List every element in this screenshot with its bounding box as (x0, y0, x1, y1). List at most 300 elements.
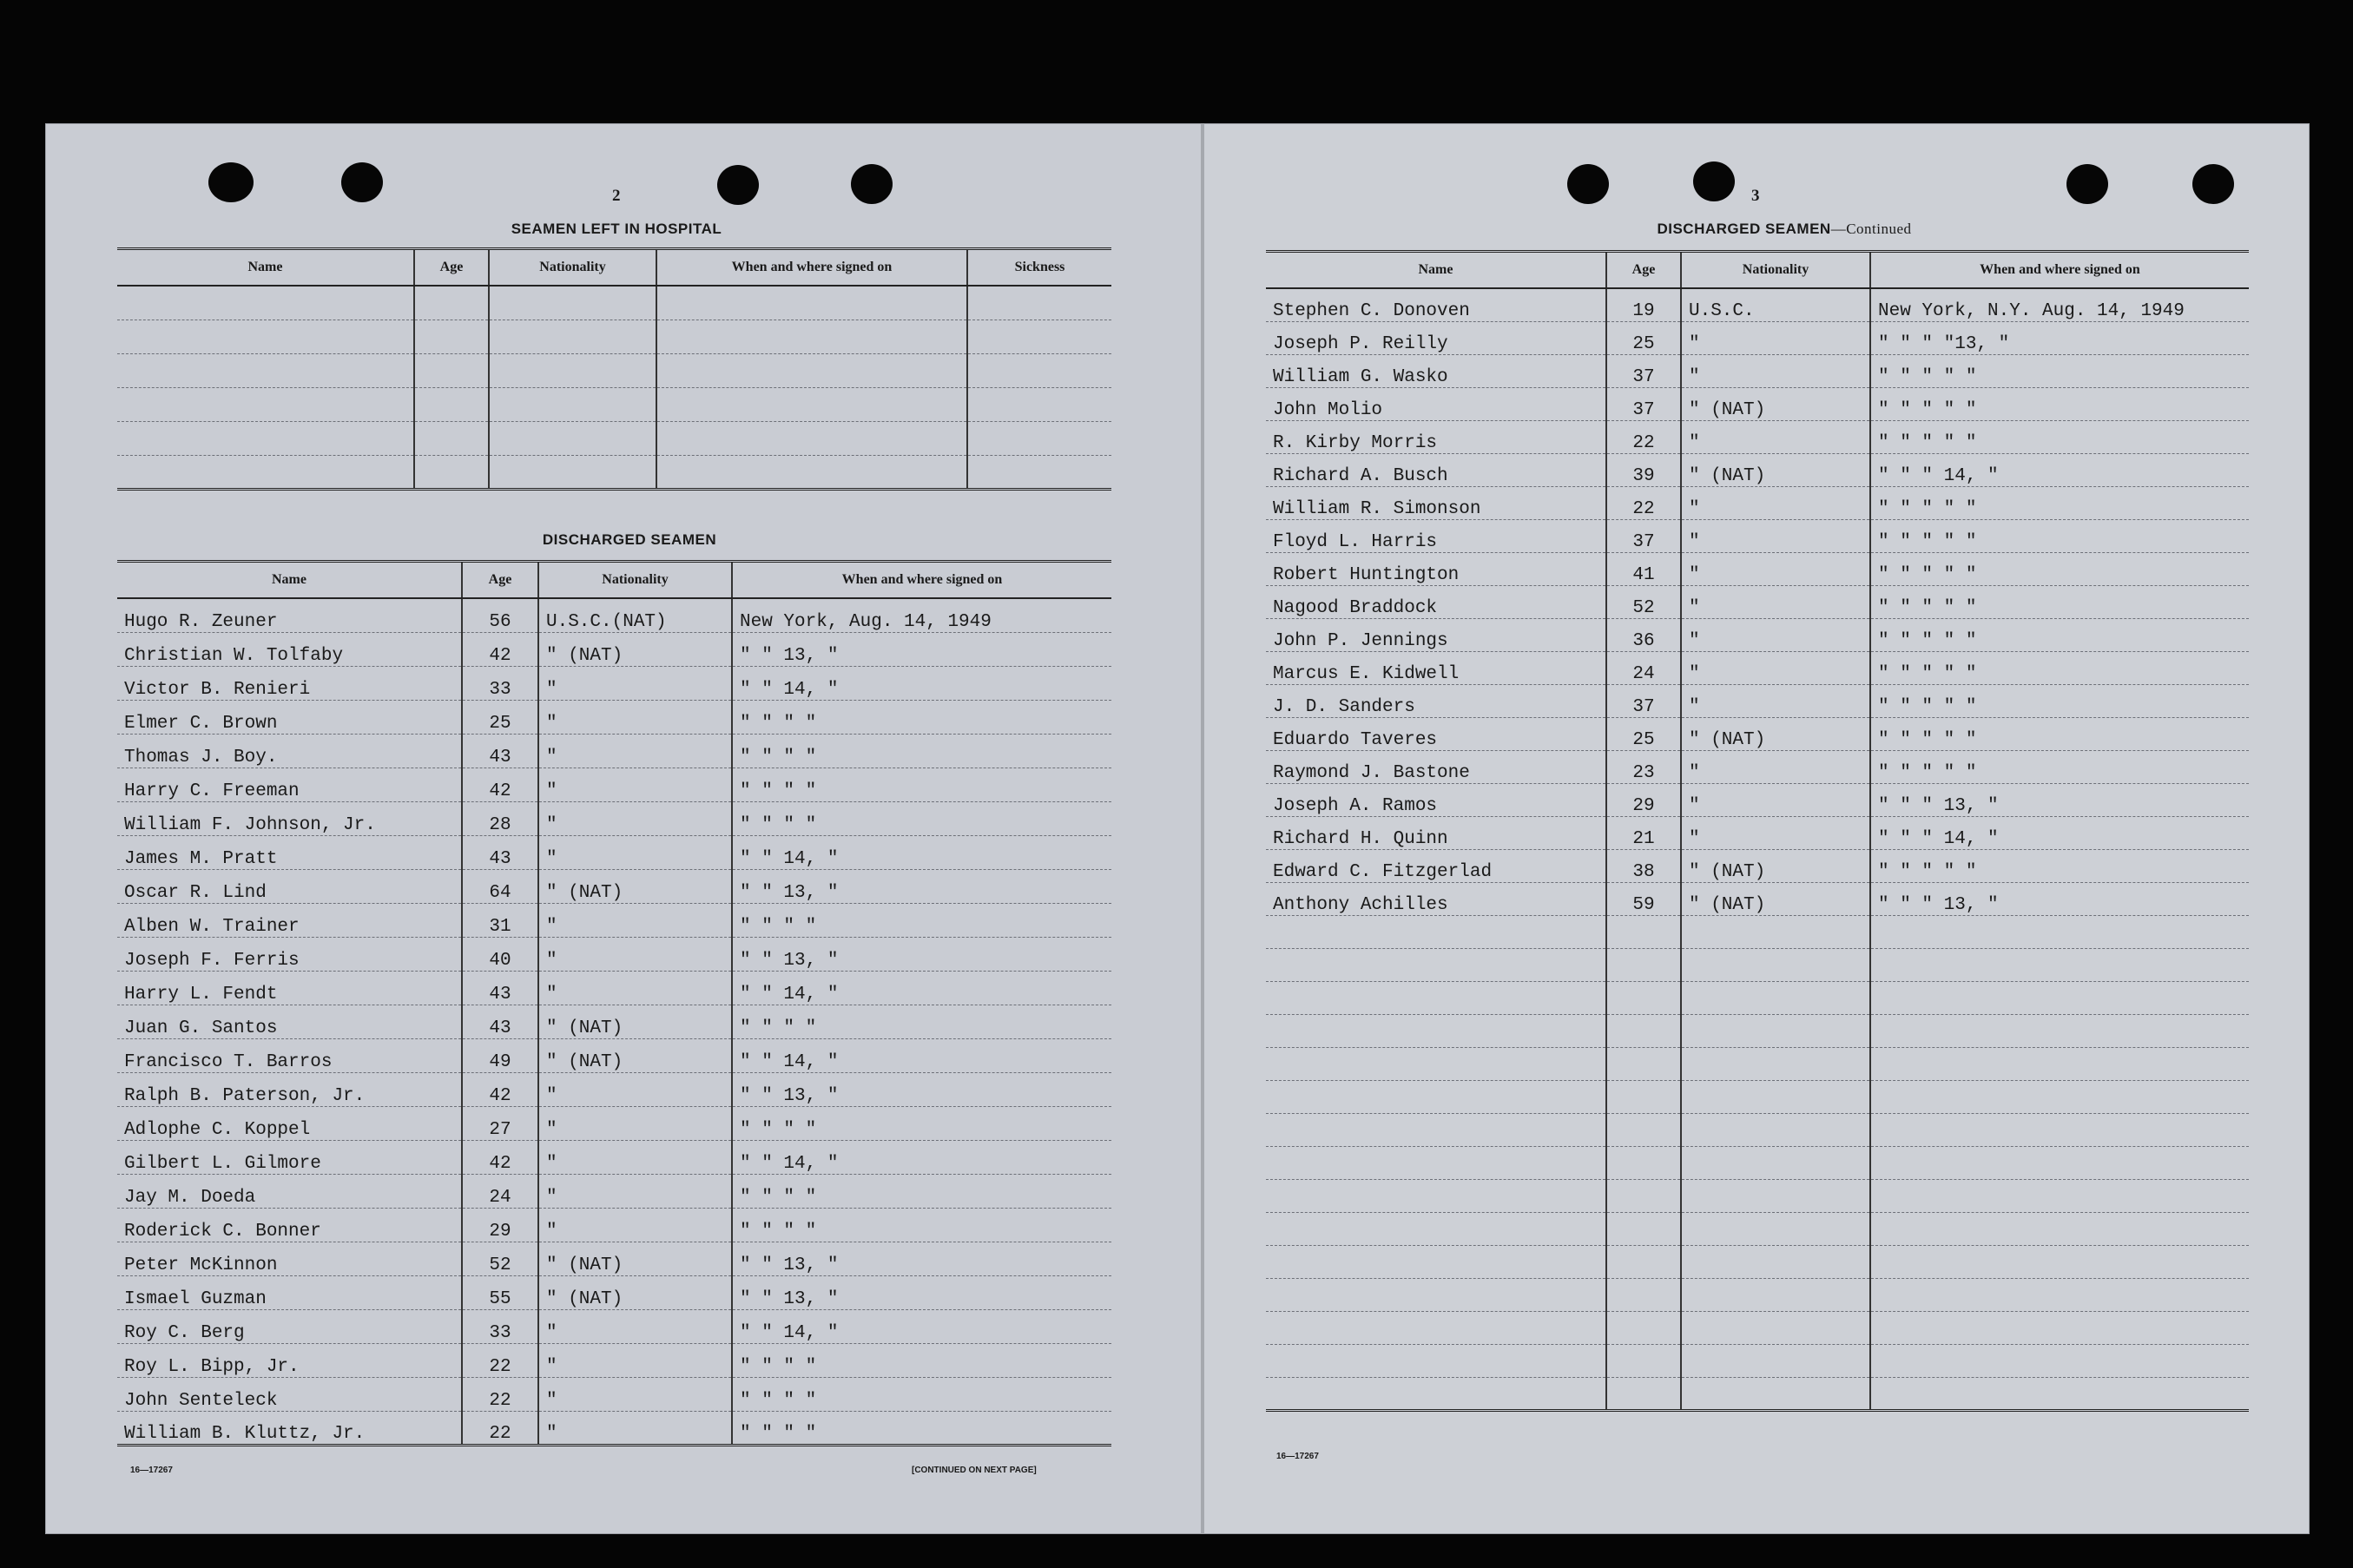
table-row (117, 1140, 1111, 1174)
punch-hole (2192, 164, 2234, 204)
table-row (1266, 1344, 2249, 1377)
cell-age: 37 (1606, 519, 1681, 552)
punch-hole (2066, 164, 2108, 204)
table-row (1266, 915, 2249, 948)
cell-nationality: " (1681, 684, 1870, 717)
col-header-signed-on: When and where signed on (656, 249, 967, 287)
cell-nationality (1681, 1146, 1870, 1179)
cell-name: Francisco T. Barros (117, 1038, 462, 1072)
table-row (117, 700, 1111, 734)
table-row (1266, 948, 2249, 981)
cell-signed-on (1870, 1344, 2249, 1377)
cell-name (1266, 1080, 1606, 1113)
table-row (117, 455, 1111, 489)
table-row (1266, 1179, 2249, 1212)
cell-nationality: " (NAT) (538, 1005, 732, 1038)
table-row (1266, 816, 2249, 849)
cell-signed-on (656, 353, 967, 387)
cell-name: Christian W. Tolfaby (117, 632, 462, 666)
cell-age (1606, 948, 1681, 981)
table-row (117, 1038, 1111, 1072)
cell-age: 36 (1606, 618, 1681, 651)
cell-signed-on: " " " 14, " (1870, 816, 2249, 849)
cell-signed-on: " " " " " (1870, 519, 2249, 552)
cell-name: Richard H. Quinn (1266, 816, 1606, 849)
hospital-table (117, 247, 1111, 491)
cell-age: 21 (1606, 816, 1681, 849)
cell-signed-on (1870, 1311, 2249, 1344)
title-text: DISCHARGED SEAMEN (1657, 221, 1831, 237)
cell-name: Harry L. Fendt (117, 971, 462, 1005)
cell-signed-on: " " 13, " (732, 937, 1111, 971)
table-row (1266, 1278, 2249, 1311)
cell-nationality: " (538, 835, 732, 869)
cell-name: Juan G. Santos (117, 1005, 462, 1038)
cell-sickness (967, 387, 1111, 421)
cell-nationality (489, 387, 656, 421)
cell-signed-on: " " 14, " (732, 835, 1111, 869)
cell-age: 33 (462, 666, 538, 700)
table-row (1266, 321, 2249, 354)
cell-age (1606, 1212, 1681, 1245)
cell-signed-on: " " " " " (1870, 849, 2249, 882)
cell-age (1606, 915, 1681, 948)
col-header-name: Name (117, 562, 462, 599)
cell-age: 42 (462, 1140, 538, 1174)
cell-nationality: " (538, 1377, 732, 1411)
cell-signed-on: " " 13, " (732, 1242, 1111, 1275)
cell-nationality (1681, 1377, 1870, 1410)
cell-nationality: " (NAT) (1681, 717, 1870, 750)
cell-signed-on: " " 14, " (732, 1140, 1111, 1174)
cell-name: J. D. Sanders (1266, 684, 1606, 717)
col-header-nationality: Nationality (538, 562, 732, 599)
cell-name: William G. Wasko (1266, 354, 1606, 387)
cell-nationality (489, 421, 656, 455)
discharged-table-left (117, 560, 1111, 1446)
table-row (117, 835, 1111, 869)
cell-sickness (967, 421, 1111, 455)
cell-name: Floyd L. Harris (1266, 519, 1606, 552)
discharged-table-right (1266, 250, 2249, 1412)
table-row (1266, 519, 2249, 552)
col-header-age: Age (1606, 252, 1681, 289)
cell-nationality: " (NAT) (1681, 387, 1870, 420)
cell-nationality: " (NAT) (1681, 882, 1870, 915)
cell-name: R. Kirby Morris (1266, 420, 1606, 453)
cell-name (117, 353, 414, 387)
cell-signed-on: " " " " (732, 1208, 1111, 1242)
cell-nationality (1681, 1080, 1870, 1113)
cell-name: William R. Simonson (1266, 486, 1606, 519)
cell-nationality: " (538, 666, 732, 700)
cell-signed-on: " " 14, " (732, 1309, 1111, 1343)
cell-signed-on (1870, 1047, 2249, 1080)
cell-nationality (489, 353, 656, 387)
cell-name (117, 286, 414, 320)
cell-name (1266, 1014, 1606, 1047)
cell-name (117, 387, 414, 421)
cell-signed-on (656, 320, 967, 353)
cell-age: 40 (462, 937, 538, 971)
cell-name: Joseph A. Ramos (1266, 783, 1606, 816)
table-row (1266, 750, 2249, 783)
cell-nationality: " (538, 768, 732, 801)
cell-age: 25 (1606, 321, 1681, 354)
cell-age: 31 (462, 903, 538, 937)
table-row (117, 353, 1111, 387)
cell-name: William F. Johnson, Jr. (117, 801, 462, 835)
table-row (117, 320, 1111, 353)
table-row (117, 869, 1111, 903)
cell-name: Richard A. Busch (1266, 453, 1606, 486)
cell-name (1266, 1245, 1606, 1278)
punch-hole (1567, 164, 1609, 204)
page-number: 2 (612, 187, 621, 205)
cell-age (414, 455, 489, 489)
cell-age: 19 (1606, 288, 1681, 321)
cell-age: 42 (462, 632, 538, 666)
cell-nationality (1681, 948, 1870, 981)
cell-signed-on: " " " "13, " (1870, 321, 2249, 354)
table-row (117, 971, 1111, 1005)
cell-signed-on: New York, N.Y. Aug. 14, 1949 (1870, 288, 2249, 321)
table-header-row (117, 249, 1111, 287)
cell-signed-on: " " 14, " (732, 971, 1111, 1005)
cell-nationality: " (538, 700, 732, 734)
table-row (117, 734, 1111, 768)
col-header-name: Name (1266, 252, 1606, 289)
cell-age: 41 (1606, 552, 1681, 585)
table-row (117, 1208, 1111, 1242)
cell-signed-on: " " 13, " (732, 632, 1111, 666)
cell-signed-on: " " " 14, " (1870, 453, 2249, 486)
hospital-section-title: SEAMEN LEFT IN HOSPITAL (511, 221, 722, 237)
cell-age (1606, 1278, 1681, 1311)
cell-signed-on: " " " " " (1870, 618, 2249, 651)
cell-age (414, 320, 489, 353)
cell-age: 59 (1606, 882, 1681, 915)
table-row (1266, 783, 2249, 816)
cell-nationality (1681, 1179, 1870, 1212)
cell-age: 22 (1606, 486, 1681, 519)
cell-nationality: " (538, 1208, 732, 1242)
cell-nationality: " (538, 1072, 732, 1106)
page-fold (1201, 123, 1204, 1534)
table-row (1266, 420, 2249, 453)
cell-signed-on (1870, 1179, 2249, 1212)
table-row (117, 1309, 1111, 1343)
table-row (117, 1343, 1111, 1377)
cell-nationality: " (1681, 783, 1870, 816)
cell-nationality: " (1681, 585, 1870, 618)
cell-name (1266, 1113, 1606, 1146)
cell-nationality: " (1681, 816, 1870, 849)
table-row (117, 903, 1111, 937)
table-row (1266, 1212, 2249, 1245)
cell-signed-on: " " " " " (1870, 552, 2249, 585)
discharged-section-title: DISCHARGED SEAMEN (542, 531, 717, 548)
cell-name: Elmer C. Brown (117, 700, 462, 734)
cell-nationality: " (1681, 750, 1870, 783)
cell-signed-on (1870, 1377, 2249, 1410)
table-row (117, 1106, 1111, 1140)
cell-name (1266, 1146, 1606, 1179)
cell-name: Roy L. Bipp, Jr. (117, 1343, 462, 1377)
cell-nationality (1681, 1047, 1870, 1080)
cell-nationality: " (538, 1411, 732, 1445)
cell-age: 39 (1606, 453, 1681, 486)
table-row (117, 632, 1111, 666)
cell-nationality: U.S.C. (1681, 288, 1870, 321)
form-number: 16—17267 (1276, 1452, 1319, 1461)
cell-age: 42 (462, 768, 538, 801)
col-header-signed-on: When and where signed on (732, 562, 1111, 599)
cell-signed-on: " " " " (732, 700, 1111, 734)
cell-name: Joseph P. Reilly (1266, 321, 1606, 354)
cell-age (1606, 1311, 1681, 1344)
table-row (117, 1005, 1111, 1038)
col-header-age: Age (462, 562, 538, 599)
cell-age: 24 (462, 1174, 538, 1208)
cell-name: Edward C. Fitzgerlad (1266, 849, 1606, 882)
table-row (1266, 1146, 2249, 1179)
cell-signed-on: " " " " " (1870, 387, 2249, 420)
cell-name: Nagood Braddock (1266, 585, 1606, 618)
table-row (1266, 288, 2249, 321)
cell-name: William B. Kluttz, Jr. (117, 1411, 462, 1445)
cell-name: Roy C. Berg (117, 1309, 462, 1343)
cell-age: 49 (462, 1038, 538, 1072)
form-number: 16—17267 (130, 1466, 173, 1475)
cell-nationality: " (1681, 420, 1870, 453)
table-row (117, 1174, 1111, 1208)
cell-signed-on: " " " 13, " (1870, 783, 2249, 816)
cell-nationality (1681, 1113, 1870, 1146)
cell-age: 43 (462, 835, 538, 869)
cell-nationality: " (538, 903, 732, 937)
table-row (1266, 981, 2249, 1014)
cell-age: 22 (1606, 420, 1681, 453)
cell-signed-on: " " " " (732, 801, 1111, 835)
cell-signed-on (1870, 1278, 2249, 1311)
page-number: 3 (1751, 187, 1760, 205)
cell-age: 33 (462, 1309, 538, 1343)
cell-name: Oscar R. Lind (117, 869, 462, 903)
cell-name: John Molio (1266, 387, 1606, 420)
cell-name: Marcus E. Kidwell (1266, 651, 1606, 684)
cell-nationality: " (538, 1140, 732, 1174)
table-row (117, 801, 1111, 835)
cell-age: 52 (462, 1242, 538, 1275)
punch-hole (208, 162, 254, 202)
col-header-nationality: Nationality (1681, 252, 1870, 289)
cell-age: 43 (462, 734, 538, 768)
cell-signed-on (1870, 1014, 2249, 1047)
cell-name: Adlophe C. Koppel (117, 1106, 462, 1140)
cell-age: 55 (462, 1275, 538, 1309)
cell-nationality (1681, 1245, 1870, 1278)
cell-name: Raymond J. Bastone (1266, 750, 1606, 783)
cell-signed-on: " " " " " (1870, 354, 2249, 387)
cell-signed-on: " " " " (732, 1005, 1111, 1038)
table-row (1266, 1014, 2249, 1047)
cell-age (414, 353, 489, 387)
cell-age: 28 (462, 801, 538, 835)
table-row (117, 387, 1111, 421)
cell-signed-on (656, 387, 967, 421)
cell-signed-on (1870, 1080, 2249, 1113)
cell-signed-on: " " " " " (1870, 717, 2249, 750)
cell-age: 37 (1606, 387, 1681, 420)
cell-name: Anthony Achilles (1266, 882, 1606, 915)
cell-name (1266, 1047, 1606, 1080)
table-row (1266, 684, 2249, 717)
table-row (1266, 486, 2249, 519)
cell-name: Ralph B. Paterson, Jr. (117, 1072, 462, 1106)
cell-signed-on (1870, 1212, 2249, 1245)
cell-name: Ismael Guzman (117, 1275, 462, 1309)
cell-nationality: " (1681, 354, 1870, 387)
cell-nationality (1681, 1311, 1870, 1344)
cell-name: Harry C. Freeman (117, 768, 462, 801)
cell-signed-on: " " " " (732, 1377, 1111, 1411)
cell-signed-on: " " " " " (1870, 486, 2249, 519)
cell-name (1266, 915, 1606, 948)
cell-signed-on (1870, 948, 2249, 981)
cell-signed-on (1870, 1113, 2249, 1146)
cell-nationality: " (538, 971, 732, 1005)
punch-hole (717, 165, 759, 205)
cell-signed-on: " " 13, " (732, 869, 1111, 903)
cell-nationality (1681, 1014, 1870, 1047)
cell-age: 56 (462, 598, 538, 632)
table-row (1266, 453, 2249, 486)
cell-nationality: " (NAT) (1681, 849, 1870, 882)
table-header-row (117, 562, 1111, 599)
cell-nationality (1681, 981, 1870, 1014)
cell-name (117, 421, 414, 455)
table-row (117, 598, 1111, 632)
cell-name: Eduardo Taveres (1266, 717, 1606, 750)
cell-signed-on: " " " " (732, 734, 1111, 768)
cell-nationality: " (538, 1309, 732, 1343)
cell-name: Victor B. Renieri (117, 666, 462, 700)
cell-nationality (1681, 1278, 1870, 1311)
cell-name (1266, 1179, 1606, 1212)
cell-nationality: " (538, 801, 732, 835)
cell-age (1606, 1113, 1681, 1146)
table-row (117, 1411, 1111, 1445)
table-row (1266, 354, 2249, 387)
cell-age: 29 (1606, 783, 1681, 816)
cell-nationality: " (1681, 519, 1870, 552)
cell-nationality: " (538, 734, 732, 768)
cell-age: 22 (462, 1377, 538, 1411)
cell-age: 25 (1606, 717, 1681, 750)
cell-nationality (489, 320, 656, 353)
cell-name: Jay M. Doeda (117, 1174, 462, 1208)
table-row (1266, 1113, 2249, 1146)
cell-age: 52 (1606, 585, 1681, 618)
cell-age: 22 (462, 1343, 538, 1377)
cell-nationality (489, 455, 656, 489)
cell-age (1606, 1014, 1681, 1047)
cell-nationality: " (1681, 486, 1870, 519)
cell-age (1606, 1080, 1681, 1113)
cell-age (1606, 981, 1681, 1014)
discharged-continued-title (1541, 221, 2027, 238)
cell-name: Thomas J. Boy. (117, 734, 462, 768)
cell-signed-on: " " " " " (1870, 651, 2249, 684)
cell-age (1606, 1047, 1681, 1080)
col-header-sickness: Sickness (967, 249, 1111, 287)
cell-name: John P. Jennings (1266, 618, 1606, 651)
cell-nationality: " (NAT) (538, 1275, 732, 1309)
cell-age: 22 (462, 1411, 538, 1445)
cell-name: Robert Huntington (1266, 552, 1606, 585)
cell-signed-on (656, 286, 967, 320)
cell-signed-on: " " 13, " (732, 1072, 1111, 1106)
cell-signed-on (1870, 981, 2249, 1014)
col-header-nationality: Nationality (489, 249, 656, 287)
cell-age: 25 (462, 700, 538, 734)
cell-age: 43 (462, 1005, 538, 1038)
col-header-signed-on: When and where signed on (1870, 252, 2249, 289)
cell-signed-on: " " 13, " (732, 1275, 1111, 1309)
table-row (117, 768, 1111, 801)
cell-nationality: " (NAT) (538, 632, 732, 666)
cell-signed-on: " " " " (732, 1411, 1111, 1445)
cell-signed-on: " " " " " (1870, 585, 2249, 618)
table-row (117, 421, 1111, 455)
cell-signed-on (656, 455, 967, 489)
cell-sickness (967, 286, 1111, 320)
table-row (1266, 882, 2249, 915)
cell-name (1266, 1278, 1606, 1311)
cell-name: Gilbert L. Gilmore (117, 1140, 462, 1174)
cell-signed-on: " " " " " (1870, 750, 2249, 783)
punch-hole (341, 162, 383, 202)
cell-age (1606, 1179, 1681, 1212)
cell-signed-on: " " 14, " (732, 1038, 1111, 1072)
table-row (1266, 1080, 2249, 1113)
cell-name: James M. Pratt (117, 835, 462, 869)
punch-hole (851, 164, 893, 204)
cell-name (1266, 1311, 1606, 1344)
cell-nationality: " (538, 1106, 732, 1140)
cell-name: John Senteleck (117, 1377, 462, 1411)
table-row (117, 1275, 1111, 1309)
cell-nationality: " (538, 1343, 732, 1377)
cell-signed-on: " " " 13, " (1870, 882, 2249, 915)
cell-age: 24 (1606, 651, 1681, 684)
table-row (1266, 1245, 2249, 1278)
cell-nationality (1681, 915, 1870, 948)
cell-age (1606, 1146, 1681, 1179)
cell-age: 64 (462, 869, 538, 903)
cell-signed-on (1870, 915, 2249, 948)
cell-age: 38 (1606, 849, 1681, 882)
cell-age (414, 286, 489, 320)
cell-age: 37 (1606, 684, 1681, 717)
cell-name: Roderick C. Bonner (117, 1208, 462, 1242)
cell-nationality: U.S.C.(NAT) (538, 598, 732, 632)
cell-age: 23 (1606, 750, 1681, 783)
cell-name (1266, 981, 1606, 1014)
cell-name (1266, 1212, 1606, 1245)
cell-age (1606, 1344, 1681, 1377)
